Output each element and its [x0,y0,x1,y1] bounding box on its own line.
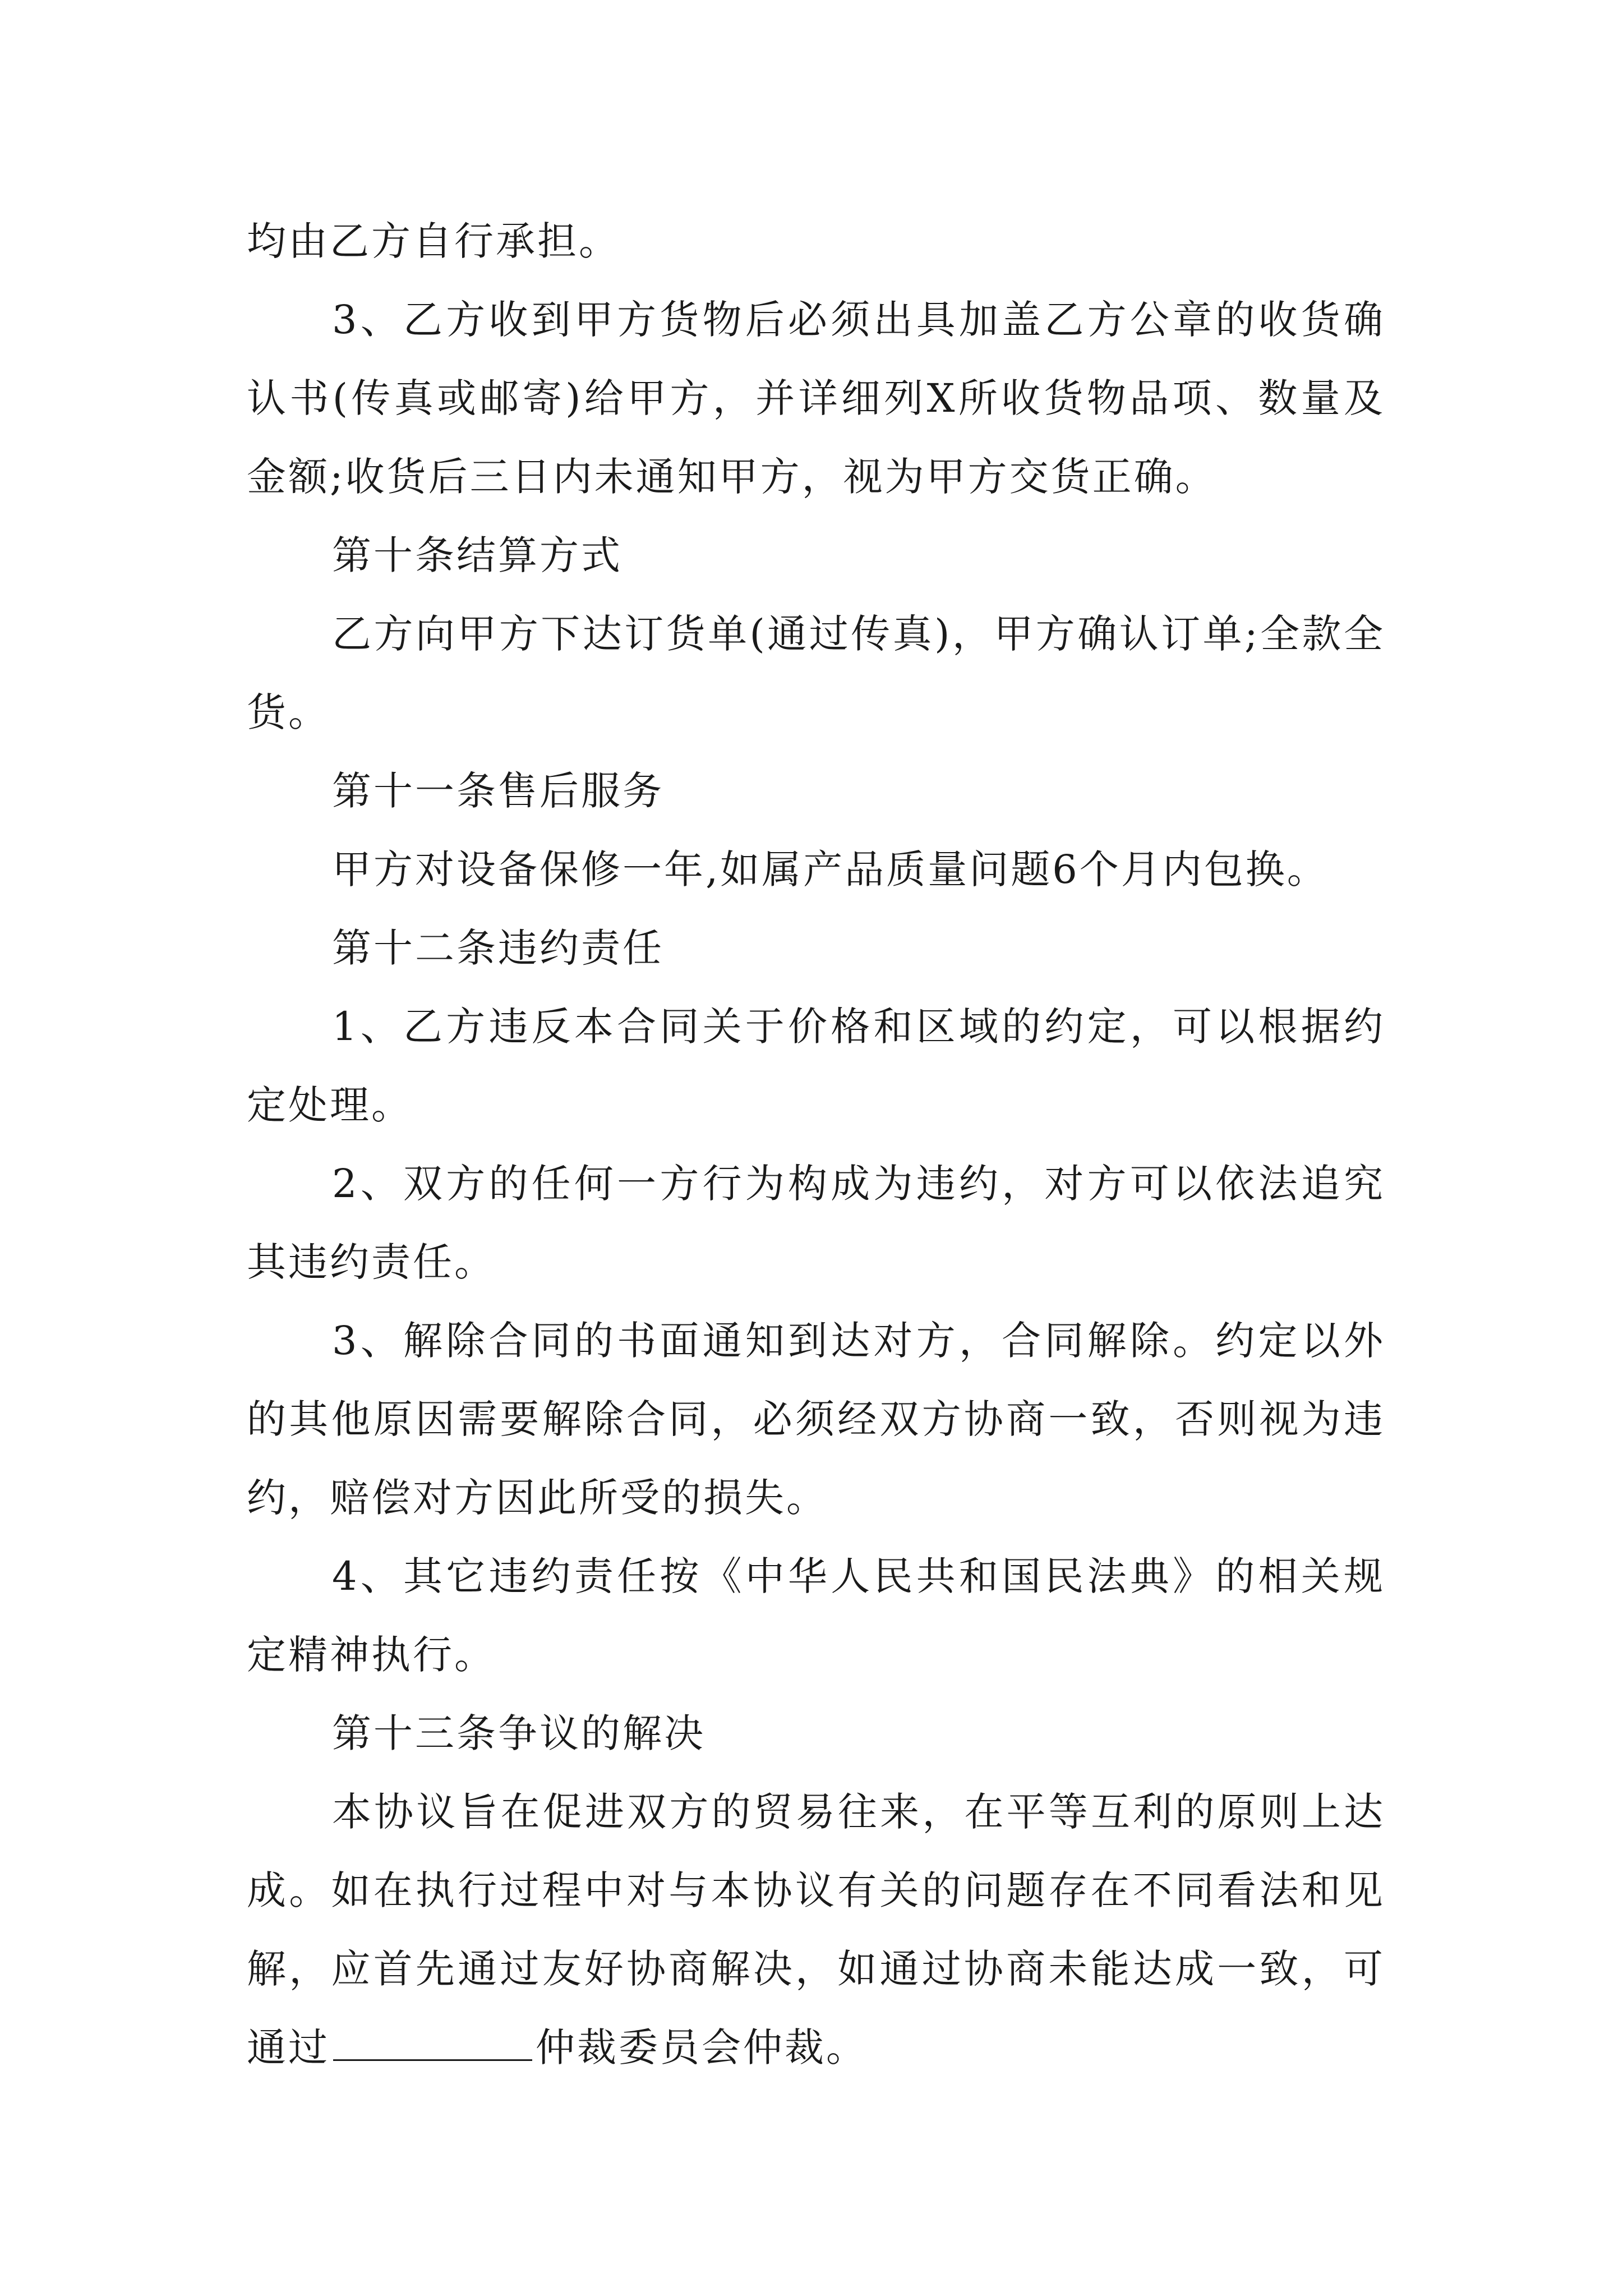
paragraph-breach-3: 3、解除合同的书面通知到达对方，合同解除。约定以外的其他原因需要解除合同，必须经双方协商一致，否则视为违约，赔偿对方因此所受的损失。 [247,1318,1385,1521]
paragraph-dispute-resolution [247,1773,1385,2087]
paragraph-continuation: 均由乙方自行承担。 [247,218,620,264]
document-body [247,202,1385,2087]
paragraph-after-sales: 甲方对设备保修一年,如属产品质量问题6个月内包换。 [332,846,1329,892]
dispute-text-after-blank: 仲裁委员会仲裁。 [536,2024,868,2070]
heading-article-10: 第十条结算方式 [332,532,623,578]
arbitration-blank-field [333,2020,532,2061]
paragraph-breach-4: 4、其它违约责任按《中华人民共和国民法典》的相关规定精神执行。 [247,1553,1385,1678]
heading-article-13: 第十三条争议的解决 [332,1710,706,1756]
dispute-text-before-blank: 本协议旨在促进双方的贸易往来，在平等互利的原则上达成。如在执行过程中对与本协议有关的问题存在不同看法和见解，应首先通过友好协商解决，如通过协商未能达成一致，可通过 [247,1789,1385,2070]
heading-article-12: 第十二条违约责任 [332,925,664,971]
heading-article-11: 第十一条售后服务 [332,768,664,814]
paragraph-breach-1: 1、乙方违反本合同关于价格和区域的约定，可以根据约定处理。 [247,1004,1385,1128]
paragraph-receipt-confirmation: 3、乙方收到甲方货物后必须出具加盖乙方公章的收货确认书(传真或邮寄)给甲方，并详细列X所收货物品项、数量及金额;收货后三日内未通知甲方，视为甲方交货正确。 [247,297,1385,500]
paragraph-breach-2: 2、双方的任何一方行为构成为违约，对方可以依法追究其违约责任。 [247,1161,1385,1285]
paragraph-settlement: 乙方向甲方下达订货单(通过传真)，甲方确认订单;全款全货。 [247,611,1385,735]
